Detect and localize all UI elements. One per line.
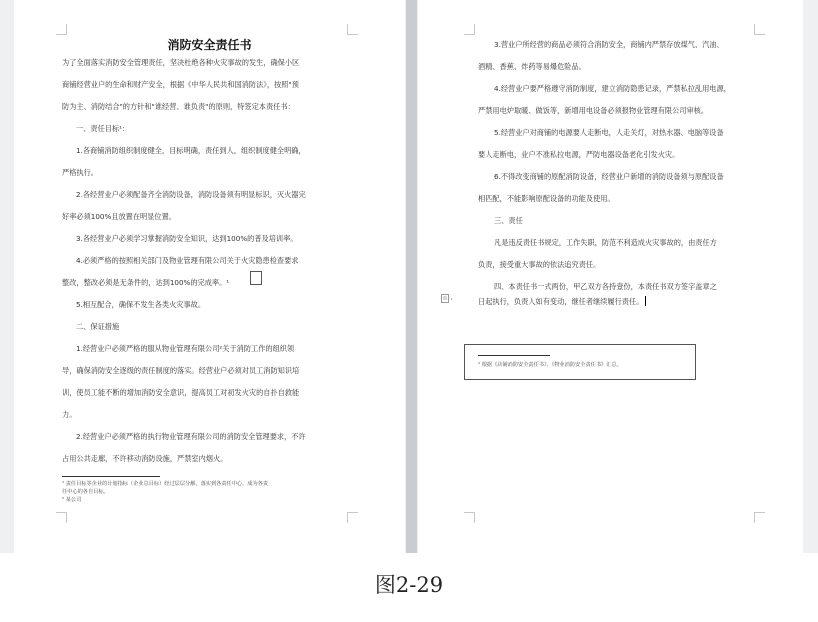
text-line[interactable]: 严禁用电炉取暖、做饭等，新增用电设备必须报物业管理有限公司审核。 (478, 106, 709, 115)
text-line[interactable]: 防为主、消防结合"的方针和"谁经营、谁负责"的原则，特签定本责任书： (62, 102, 295, 111)
footnote[interactable]: ¹ 根据《店铺消防安全责任书》、《物业消防安全责任书》汇总。 (478, 362, 622, 368)
corner-mark (347, 512, 358, 523)
corner-mark (464, 24, 475, 35)
section-heading[interactable]: 一、责任目标¹： (76, 124, 130, 133)
text-line-with-cursor[interactable] (478, 296, 646, 306)
text-line[interactable]: 2.各经营业户必须配备齐全消防设备，消防设备须有明显标识，灭火器完 (76, 190, 306, 199)
corner-mark (464, 512, 475, 523)
text-cursor (645, 296, 646, 306)
footnote[interactable]: 任中心的各自目标。 (62, 489, 109, 495)
text-line[interactable]: 商铺经营业户的生命和财产安全，根据《中华人民共和国消防法》，按照"预 (62, 80, 299, 89)
text-line[interactable]: 日起执行，负责人如有变动，继任者继续履行责任。 (478, 297, 644, 306)
paragraph-mark-icon[interactable] (441, 294, 453, 304)
figure-caption: 图2-29 (374, 573, 444, 597)
text-line[interactable]: 为了全面落实消防安全管理责任，坚决杜绝各种火灾事故的发生，确保小区 (62, 58, 300, 67)
document-title: 消防安全责任书 (167, 38, 252, 52)
text-line[interactable]: 4.必须严格的按照相关部门及物业管理有限公司关于火灾隐患检查要求 (76, 256, 299, 265)
footnote-reference-highlight[interactable] (250, 271, 262, 285)
footnote-separator (478, 355, 550, 356)
text-line[interactable]: 5.相互配合，确保不发生各类火灾事故。 (76, 300, 206, 309)
footnote[interactable]: ¹ 责任目标等企业的计划指标（企业总目标）经过层层分解，落实到各责任中心，成为各责 (62, 481, 269, 487)
text-line[interactable]: 力。 (62, 410, 77, 419)
footnote[interactable]: ² 某公司 (62, 497, 82, 503)
section-heading[interactable]: 三、责任 (494, 216, 523, 225)
text-line[interactable]: 酒精、香蕉、炸药等易爆危险品。 (478, 62, 586, 71)
text-line[interactable]: 凡是违反责任书规定，工作失职，防范不利造成火灾事故的，由责任方 (494, 238, 717, 247)
text-line[interactable]: 负责，接受重大事故的依法追究责任。 (478, 260, 601, 269)
text-line[interactable]: 整改，整改必须是无条件的，达到100%的完成率。¹ (62, 278, 230, 287)
text-line[interactable]: 相匹配，不能影响原配设备的功能及使用。 (478, 194, 615, 203)
section-heading[interactable]: 二、保证措施 (76, 322, 120, 331)
corner-mark (347, 24, 358, 35)
text-line[interactable]: 要人走断电，业户不准私拉电源，严防电器设备老化引发火灾。 (478, 150, 680, 159)
text-line[interactable]: 3.各经营业户必须学习掌握消防安全知识，达到100%的普及培训率。 (76, 234, 298, 243)
corner-mark (754, 24, 765, 35)
text-line[interactable]: 严格执行。 (62, 168, 98, 177)
document-page-left[interactable] (14, 0, 405, 553)
text-line[interactable]: 2.经营业户必须严格的执行物业管理有限公司的消防安全管理要求，不许 (76, 432, 306, 441)
footnote-separator (62, 476, 160, 477)
text-line[interactable]: 6.不得改变商铺的原配消防设备，经营业户新增的消防设备须与原配设备 (494, 172, 724, 181)
text-line[interactable]: 导，确保消防安全逐级的责任制度的落实。经营业户必须对员工消防知识培 (62, 366, 300, 375)
page-gutter (406, 0, 417, 553)
corner-mark (754, 512, 765, 523)
corner-mark (56, 24, 67, 35)
text-line[interactable]: 1.各商铺消防组织制度健全，目标明确，责任到人，组织制度健全明确， (76, 146, 306, 155)
text-line[interactable]: 好率必须100%且放置在明显位置。 (62, 212, 176, 221)
corner-mark (56, 512, 67, 523)
text-line[interactable]: 5.经营业户对商铺的电源要人走断电，人走关灯，对热水器、电脑等设备 (494, 128, 724, 137)
text-line[interactable]: 四、本责任书一式两份，甲乙双方各持壹份，本责任书双方签字盖章之 (494, 282, 717, 291)
text-line[interactable]: 1.经营业户必须严格的服从物业管理有限公司²关于消防工作的组织领 (76, 344, 295, 353)
text-line[interactable]: 3.营业户所经营的商品必须符合消防安全，商铺内严禁存放煤气、汽油、 (494, 40, 724, 49)
text-line[interactable]: 占用公共走廊，不许移动消防设施，严禁室内烟火。 (62, 454, 228, 463)
text-line[interactable]: 训，使员工能不断的增加消防安全意识，提高员工对初发火灾的自扑自救能 (62, 388, 300, 397)
document-page-right[interactable] (418, 0, 803, 553)
text-line[interactable]: 4.经营业户要严格遵守消防制度，建立消防隐患记录，严禁私拉乱用电源， (494, 84, 731, 93)
